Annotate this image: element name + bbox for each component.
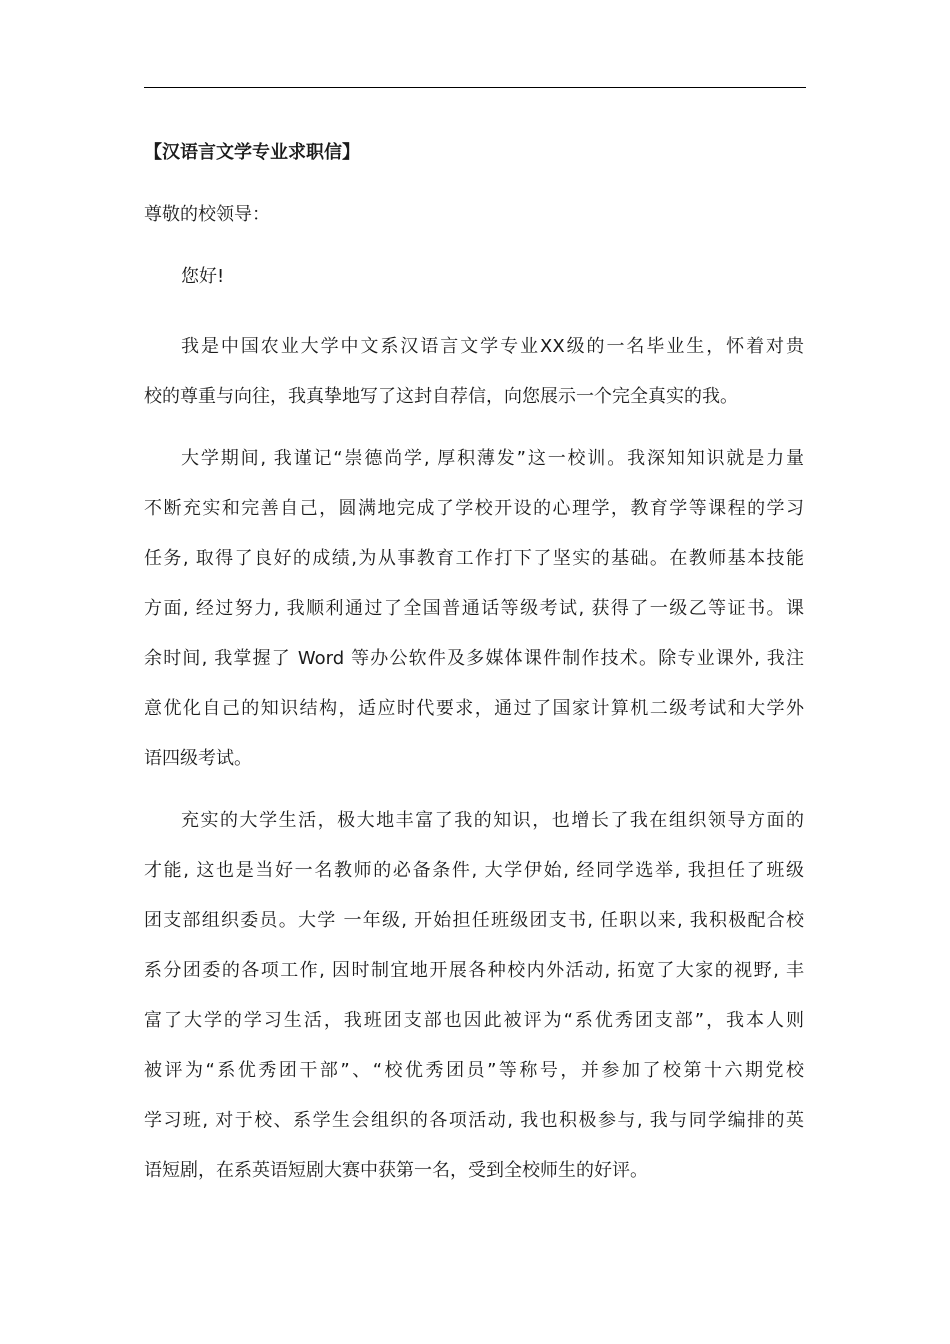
paragraph-line: 方面, 经过努力, 我顺利通过了全国普通话等级考试, 获得了一级乙等证书。课 (144, 598, 804, 619)
paragraph-line: 充实的大学生活，极大地丰富了我的知识，也增长了我在组织领导方面的 (181, 810, 804, 831)
header-rule (144, 87, 806, 88)
paragraph-line: 富了大学的学习生活，我班团支部也因此被评为“系优秀团支部”，我本人则 (144, 1010, 804, 1031)
paragraph-study (144, 434, 804, 784)
paragraph-line: 被评为“系优秀团干部”、“校优秀团员”等称号，并参加了校第十六期党校 (144, 1060, 804, 1081)
paragraph-line: 学习班, 对于校、系学生会组织的各项活动, 我也积极参与, 我与同学编排的英 (144, 1110, 804, 1131)
paragraph-line: 才能, 这也是当好一名教师的必备条件, 大学伊始, 经同学选举, 我担任了班级 (144, 860, 804, 881)
paragraph-line: 语四级考试。 (144, 748, 252, 769)
paragraph-line: 意优化自己的知识结构，适应时代要求，通过了国家计算机二级考试和大学外 (144, 698, 804, 719)
paragraph-line: 团支部组织委员。大学 一年级, 开始担任班级团支书, 任职以来, 我积极配合校 (144, 910, 804, 931)
letter-body (144, 136, 804, 1208)
salutation: 尊敬的校领导： (144, 204, 270, 225)
paragraph-line: 我是中国农业大学中文系汉语言文学专业XX级的一名毕业生，怀着对贵 (181, 336, 804, 357)
paragraph-intro (144, 322, 804, 422)
greeting: 您好! (181, 266, 225, 287)
paragraph-line: 大学期间, 我谨记“崇德尚学, 厚积薄发”这一校训。我深知知识就是力量 (181, 448, 804, 469)
paragraph-line: 不断充实和完善自己，圆满地完成了学校开设的心理学，教育学等课程的学习 (144, 498, 804, 519)
letter-title: 【汉语言文学专业求职信】 (144, 142, 360, 163)
paragraph-line: 系分团委的各项工作, 因时制宜地开展各种校内外活动, 拓宽了大家的视野, 丰 (144, 960, 804, 981)
paragraph-activities (144, 796, 804, 1196)
paragraph-line: 语短剧，在系英语短剧大赛中获第一名，受到全校师生的好评。 (144, 1160, 648, 1181)
paragraph-line: 任务, 取得了良好的成绩,为从事教育工作打下了坚实的基础。在教师基本技能 (144, 548, 804, 569)
paragraph-line: 校的尊重与向往，我真挚地写了这封自荐信，向您展示一个完全真实的我。 (144, 386, 738, 407)
paragraph-line: 余时间, 我掌握了 Word 等办公软件及多媒体课件制作技术。除专业课外, 我注 (144, 648, 804, 669)
